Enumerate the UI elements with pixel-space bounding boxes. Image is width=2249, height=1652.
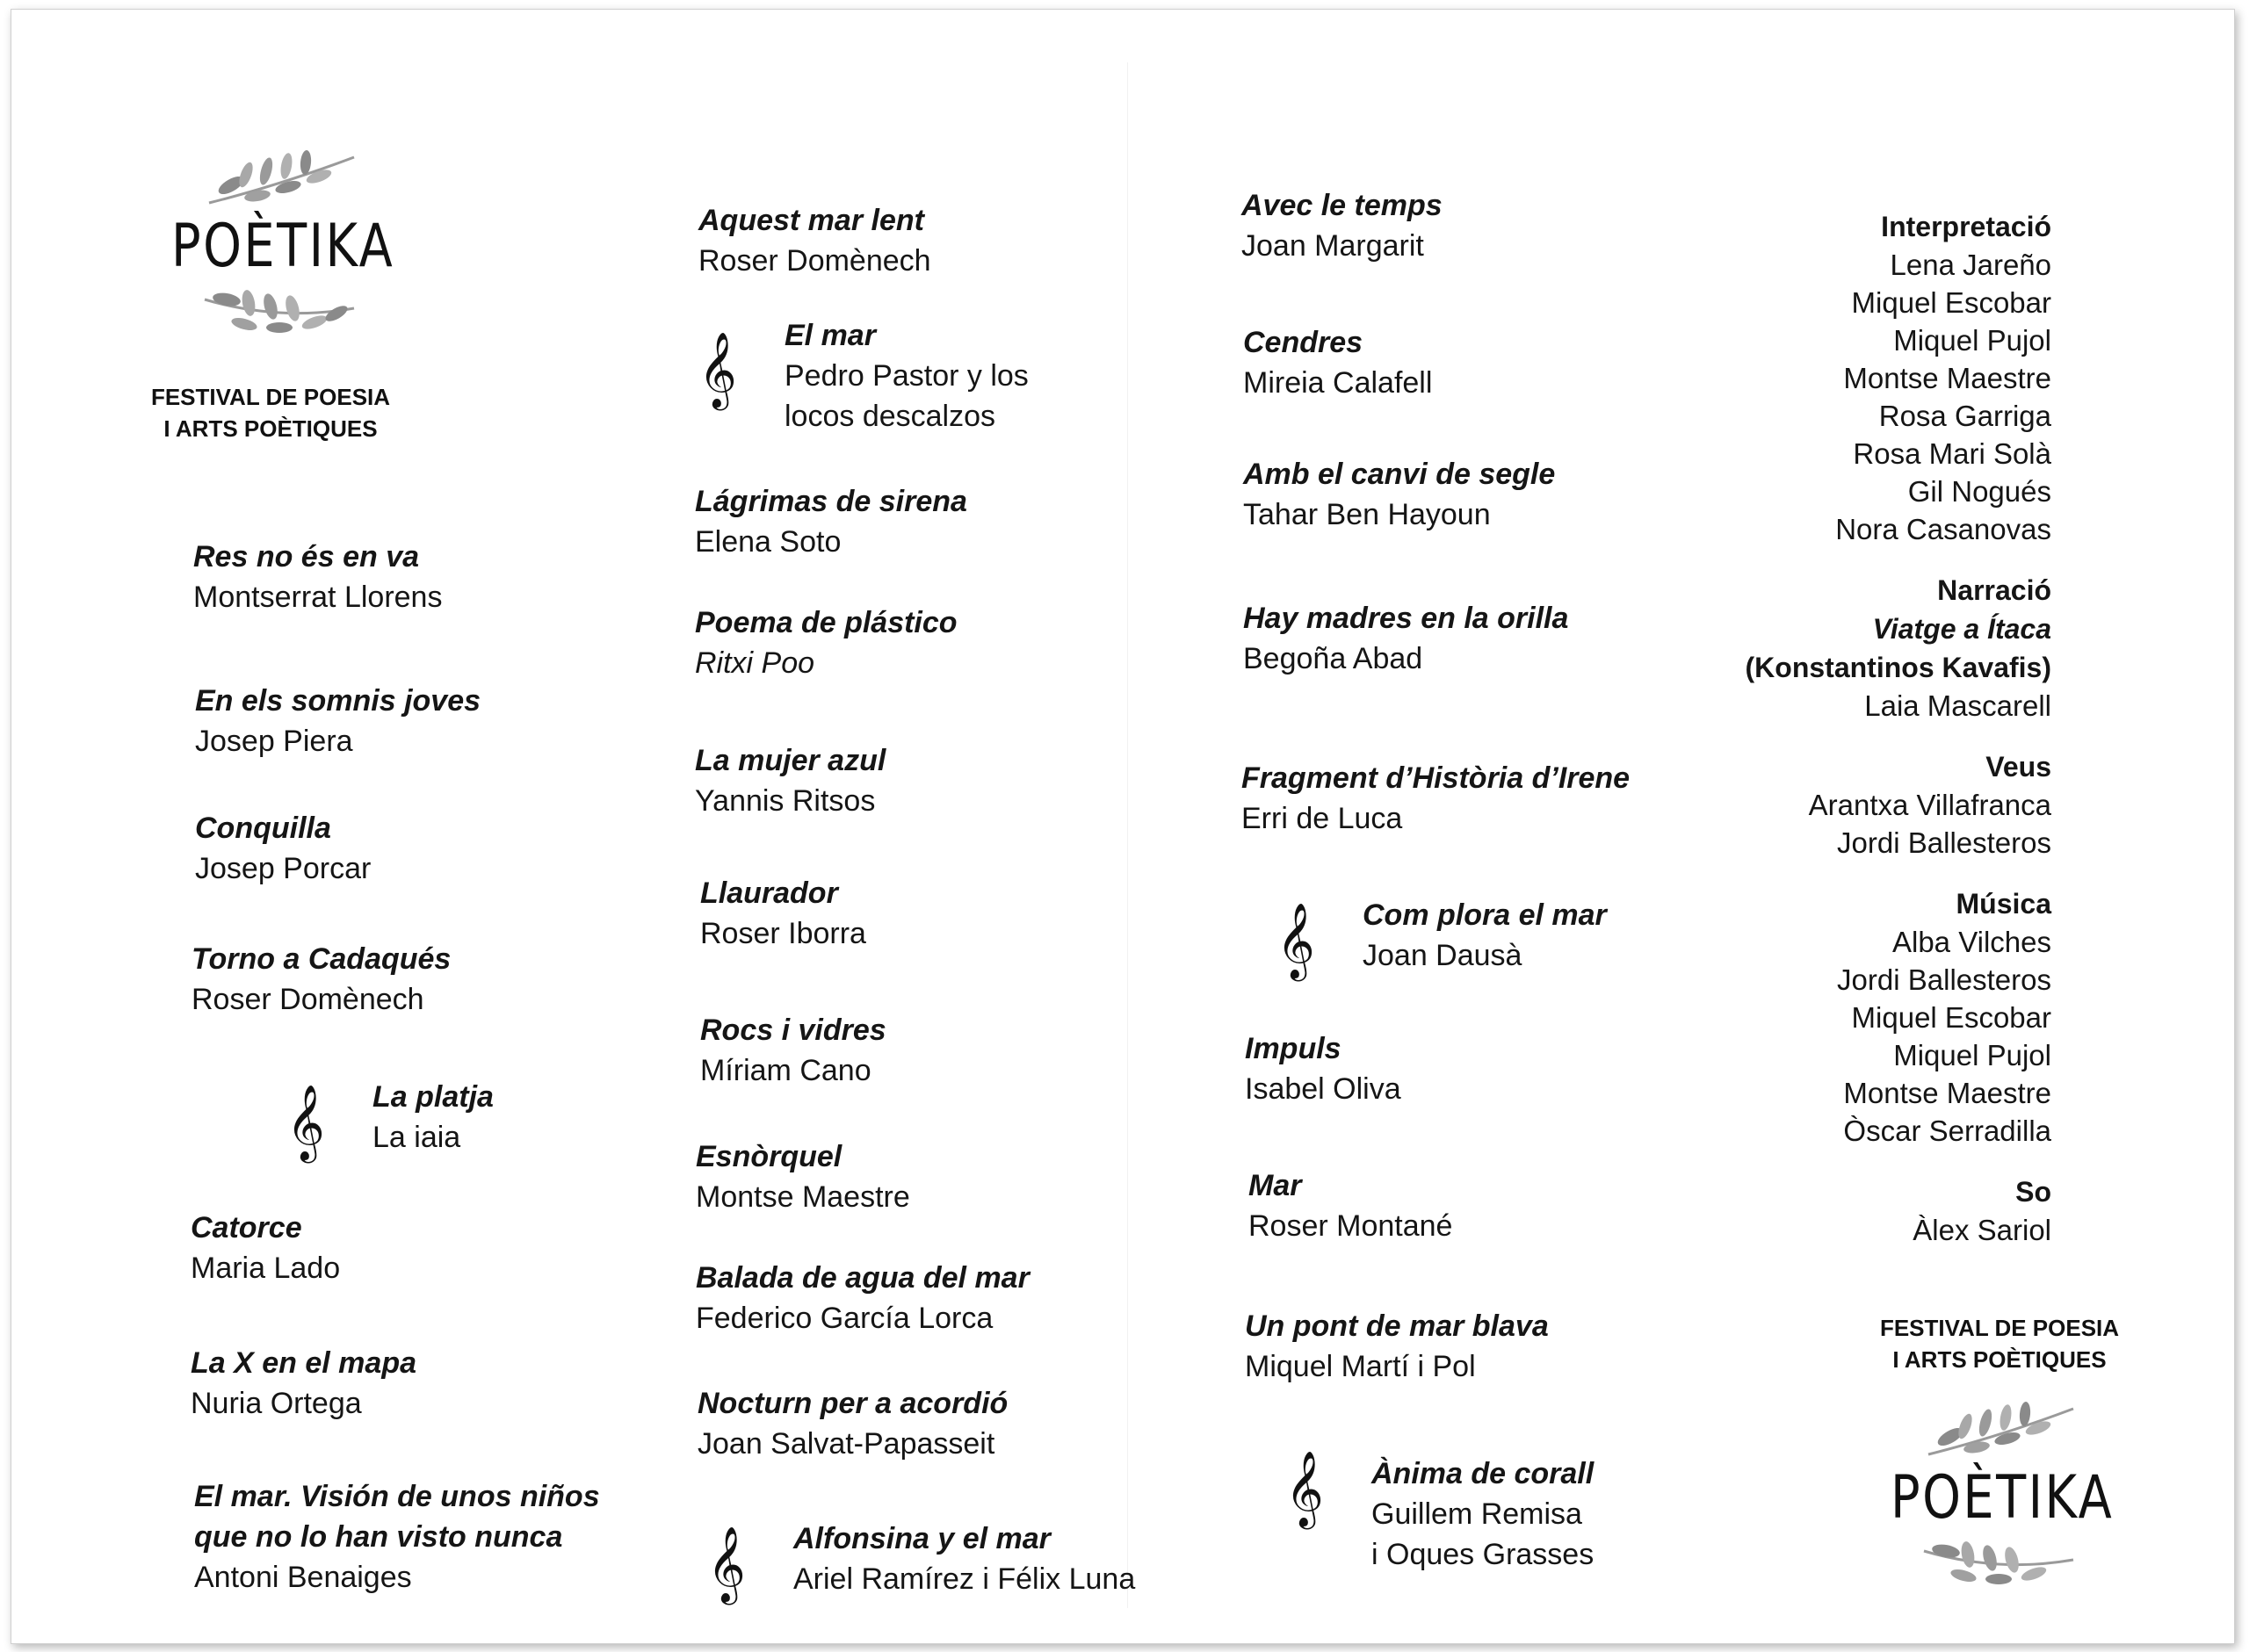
program-item — [695, 740, 886, 821]
poem-author: Roser Domènech — [698, 244, 931, 278]
poem-title: Catorce — [191, 1211, 302, 1244]
poem-author: Joan Salvat-Papasseit — [698, 1427, 995, 1461]
treble-clef-icon: 𝄞 — [698, 332, 737, 408]
laurel-branch-icon — [192, 282, 367, 343]
brand-name: POÈTIKA — [171, 212, 395, 281]
program-item — [193, 537, 442, 617]
credit-name: Miquel Pujol — [1893, 1039, 2051, 1071]
credits-heading: Interpretació — [1881, 211, 2051, 242]
credits-column — [1507, 207, 2051, 1272]
program-item — [695, 481, 967, 562]
credits-heading: Música — [1956, 888, 2051, 920]
credits-heading: Narració — [1937, 574, 2051, 606]
song-artist: La iaia — [372, 1121, 461, 1154]
treble-clef-icon: 𝄞 — [286, 1085, 325, 1160]
brand-name: POÈTIKA — [1891, 1463, 2115, 1533]
credit-name: Àlex Sariol — [1913, 1214, 2051, 1246]
program-sheet — [11, 9, 2235, 1644]
credits-veus — [1507, 747, 2051, 862]
narration-work: Viatge a Ítaca — [1872, 613, 2051, 645]
tagline-line-1: FESTIVAL DE POESIA — [150, 384, 391, 410]
credits-narracio — [1507, 571, 2051, 725]
program-item — [1245, 1306, 1549, 1387]
credit-name: Gil Nogués — [1907, 475, 2051, 508]
credit-name: Nora Casanovas — [1835, 513, 2051, 545]
poem-author: Joan Margarit — [1241, 229, 1424, 263]
festival-tagline-top — [112, 381, 429, 444]
song-title: Com plora el mar — [1363, 898, 1607, 932]
poem-author: Begoña Abad — [1243, 642, 1423, 675]
credits-so — [1507, 1172, 2051, 1249]
poem-title-line-2: que no lo han visto nunca — [194, 1520, 563, 1554]
credit-name: Miquel Pujol — [1893, 324, 2051, 357]
poem-author: Tahar Ben Hayoun — [1243, 498, 1491, 531]
credits-musica — [1507, 884, 2051, 1150]
poem-author: Montse Maestre — [696, 1180, 910, 1214]
poem-author: Míriam Cano — [700, 1054, 871, 1087]
credit-name: Lena Jareño — [1890, 249, 2051, 281]
poem-title: Poema de plástico — [695, 606, 958, 639]
poem-author: Ritxi Poo — [695, 646, 815, 680]
poem-title: Cendres — [1243, 326, 1363, 359]
credit-name: Jordi Ballesteros — [1837, 826, 2051, 859]
song-item — [1285, 1451, 1595, 1575]
program-item — [191, 1343, 416, 1424]
song-artist-line-2: i Oques Grasses — [1371, 1538, 1595, 1571]
song-title: Ànima de corall — [1371, 1457, 1595, 1490]
song-artist: Pedro Pastor y los — [785, 359, 1029, 393]
program-item — [194, 1476, 600, 1598]
credit-name: Rosa Garriga — [1878, 400, 2051, 432]
program-item — [696, 1136, 910, 1217]
treble-clef-icon: 𝄞 — [707, 1526, 746, 1602]
credit-name: Arantxa Villafranca — [1808, 789, 2051, 821]
poem-title: La X en el mapa — [191, 1346, 416, 1380]
credit-name: Alba Vilches — [1891, 926, 2051, 958]
program-item — [1243, 322, 1432, 403]
poem-title: Nocturn per a acordió — [698, 1387, 1009, 1420]
poem-title: Esnòrquel — [696, 1140, 842, 1173]
poem-author: Erri de Luca — [1241, 802, 1403, 835]
credit-name: Miquel Escobar — [1851, 1001, 2051, 1034]
poem-title: Impuls — [1245, 1032, 1341, 1065]
song-artist: Guillem Remisa — [1371, 1497, 1582, 1531]
fold-line — [1127, 62, 1128, 1608]
song-title: El mar — [785, 319, 876, 352]
treble-clef-icon: 𝄞 — [1285, 1451, 1324, 1526]
song-artist-line-2: locos descalzos — [785, 400, 996, 433]
poem-author: Josep Piera — [195, 725, 353, 758]
poem-title: Res no és en va — [193, 540, 420, 574]
poem-title: Lágrimas de sirena — [695, 485, 967, 518]
song-item — [286, 1077, 494, 1158]
program-item — [698, 1383, 1008, 1464]
poem-author: Roser Montané — [1248, 1209, 1453, 1243]
credit-name: Jordi Ballesteros — [1837, 963, 2051, 996]
program-item — [695, 602, 958, 683]
treble-clef-icon: 𝄞 — [1276, 903, 1315, 978]
program-item — [698, 200, 931, 281]
credit-name: Montse Maestre — [1843, 362, 2051, 394]
narration-work-author: (Konstantinos Kavafis) — [1745, 652, 2051, 683]
poem-author: Miquel Martí i Pol — [1245, 1350, 1476, 1383]
program-item — [192, 939, 451, 1020]
poem-author: Federico García Lorca — [696, 1302, 994, 1335]
credit-name: Laia Mascarell — [1864, 689, 2051, 722]
laurel-branch-icon — [192, 150, 367, 212]
laurel-branch-icon — [1911, 1402, 2086, 1463]
program-item — [1241, 185, 1443, 266]
credit-name: Òscar Serradilla — [1843, 1115, 2051, 1147]
poem-title: Torno a Cadaqués — [192, 942, 452, 976]
poem-title: Aquest mar lent — [698, 204, 924, 237]
poetika-logo-bottom — [1867, 1402, 2130, 1595]
poem-title: Un pont de mar blava — [1245, 1309, 1549, 1343]
poem-author: Maria Lado — [191, 1252, 341, 1285]
laurel-branch-icon — [1911, 1533, 2086, 1595]
poem-author: Josep Porcar — [195, 852, 372, 885]
poem-title: Conquilla — [195, 812, 331, 845]
poem-title: En els somnis joves — [195, 684, 481, 718]
credits-interpretacio — [1507, 207, 2051, 548]
poem-author: Montserrat Llorens — [193, 581, 443, 614]
program-item — [195, 681, 481, 761]
poem-title: Mar — [1248, 1169, 1302, 1202]
program-item — [696, 1258, 1030, 1338]
poem-title: El mar. Visión de unos niños — [194, 1480, 600, 1513]
poem-title: Balada de agua del mar — [696, 1261, 1030, 1295]
poem-title: Llaurador — [700, 876, 838, 910]
poem-author: Isabel Oliva — [1245, 1072, 1401, 1106]
song-artist: Joan Dausà — [1363, 939, 1522, 972]
poem-title: Amb el canvi de segle — [1243, 458, 1556, 491]
program-item — [700, 873, 866, 954]
poem-title: Hay madres en la orilla — [1243, 602, 1569, 635]
poem-title: Fragment d’Història d’Irene — [1241, 761, 1631, 795]
credit-name: Rosa Mari Solà — [1853, 437, 2051, 470]
tagline-line-2: I ARTS POÈTIQUES — [1892, 1346, 2107, 1373]
program-item — [191, 1208, 340, 1288]
poem-title: Rocs i vidres — [700, 1014, 886, 1047]
song-title: La platja — [372, 1080, 494, 1114]
credits-heading: So — [2015, 1176, 2051, 1208]
poem-author: Roser Iborra — [700, 917, 866, 950]
program-item — [1245, 1028, 1401, 1109]
poem-author: Elena Soto — [695, 525, 842, 559]
poem-author: Nuria Ortega — [191, 1387, 362, 1420]
credits-heading: Veus — [1985, 751, 2051, 783]
credit-name: Miquel Escobar — [1851, 286, 2051, 319]
poem-author: Yannis Ritsos — [695, 784, 876, 818]
poem-author: Mireia Calafell — [1243, 366, 1433, 400]
program-item — [700, 1010, 886, 1091]
poem-title: La mujer azul — [695, 744, 886, 777]
program-item — [195, 808, 371, 889]
poem-author: Roser Domènech — [192, 983, 424, 1016]
credit-name: Montse Maestre — [1843, 1077, 2051, 1109]
tagline-line-2: I ARTS POÈTIQUES — [163, 415, 378, 442]
song-item — [707, 1519, 1136, 1602]
tagline-line-1: FESTIVAL DE POESIA — [1879, 1315, 2120, 1341]
festival-tagline-bottom — [1841, 1312, 2158, 1375]
poem-author: Antoni Benaiges — [194, 1561, 412, 1594]
song-title: Alfonsina y el mar — [793, 1522, 1051, 1555]
poetika-logo-top — [148, 150, 411, 343]
program-item — [1248, 1165, 1452, 1246]
song-artist: Ariel Ramírez i Félix Luna — [793, 1562, 1136, 1596]
poem-title: Avec le temps — [1241, 189, 1443, 222]
song-item — [698, 315, 1029, 436]
